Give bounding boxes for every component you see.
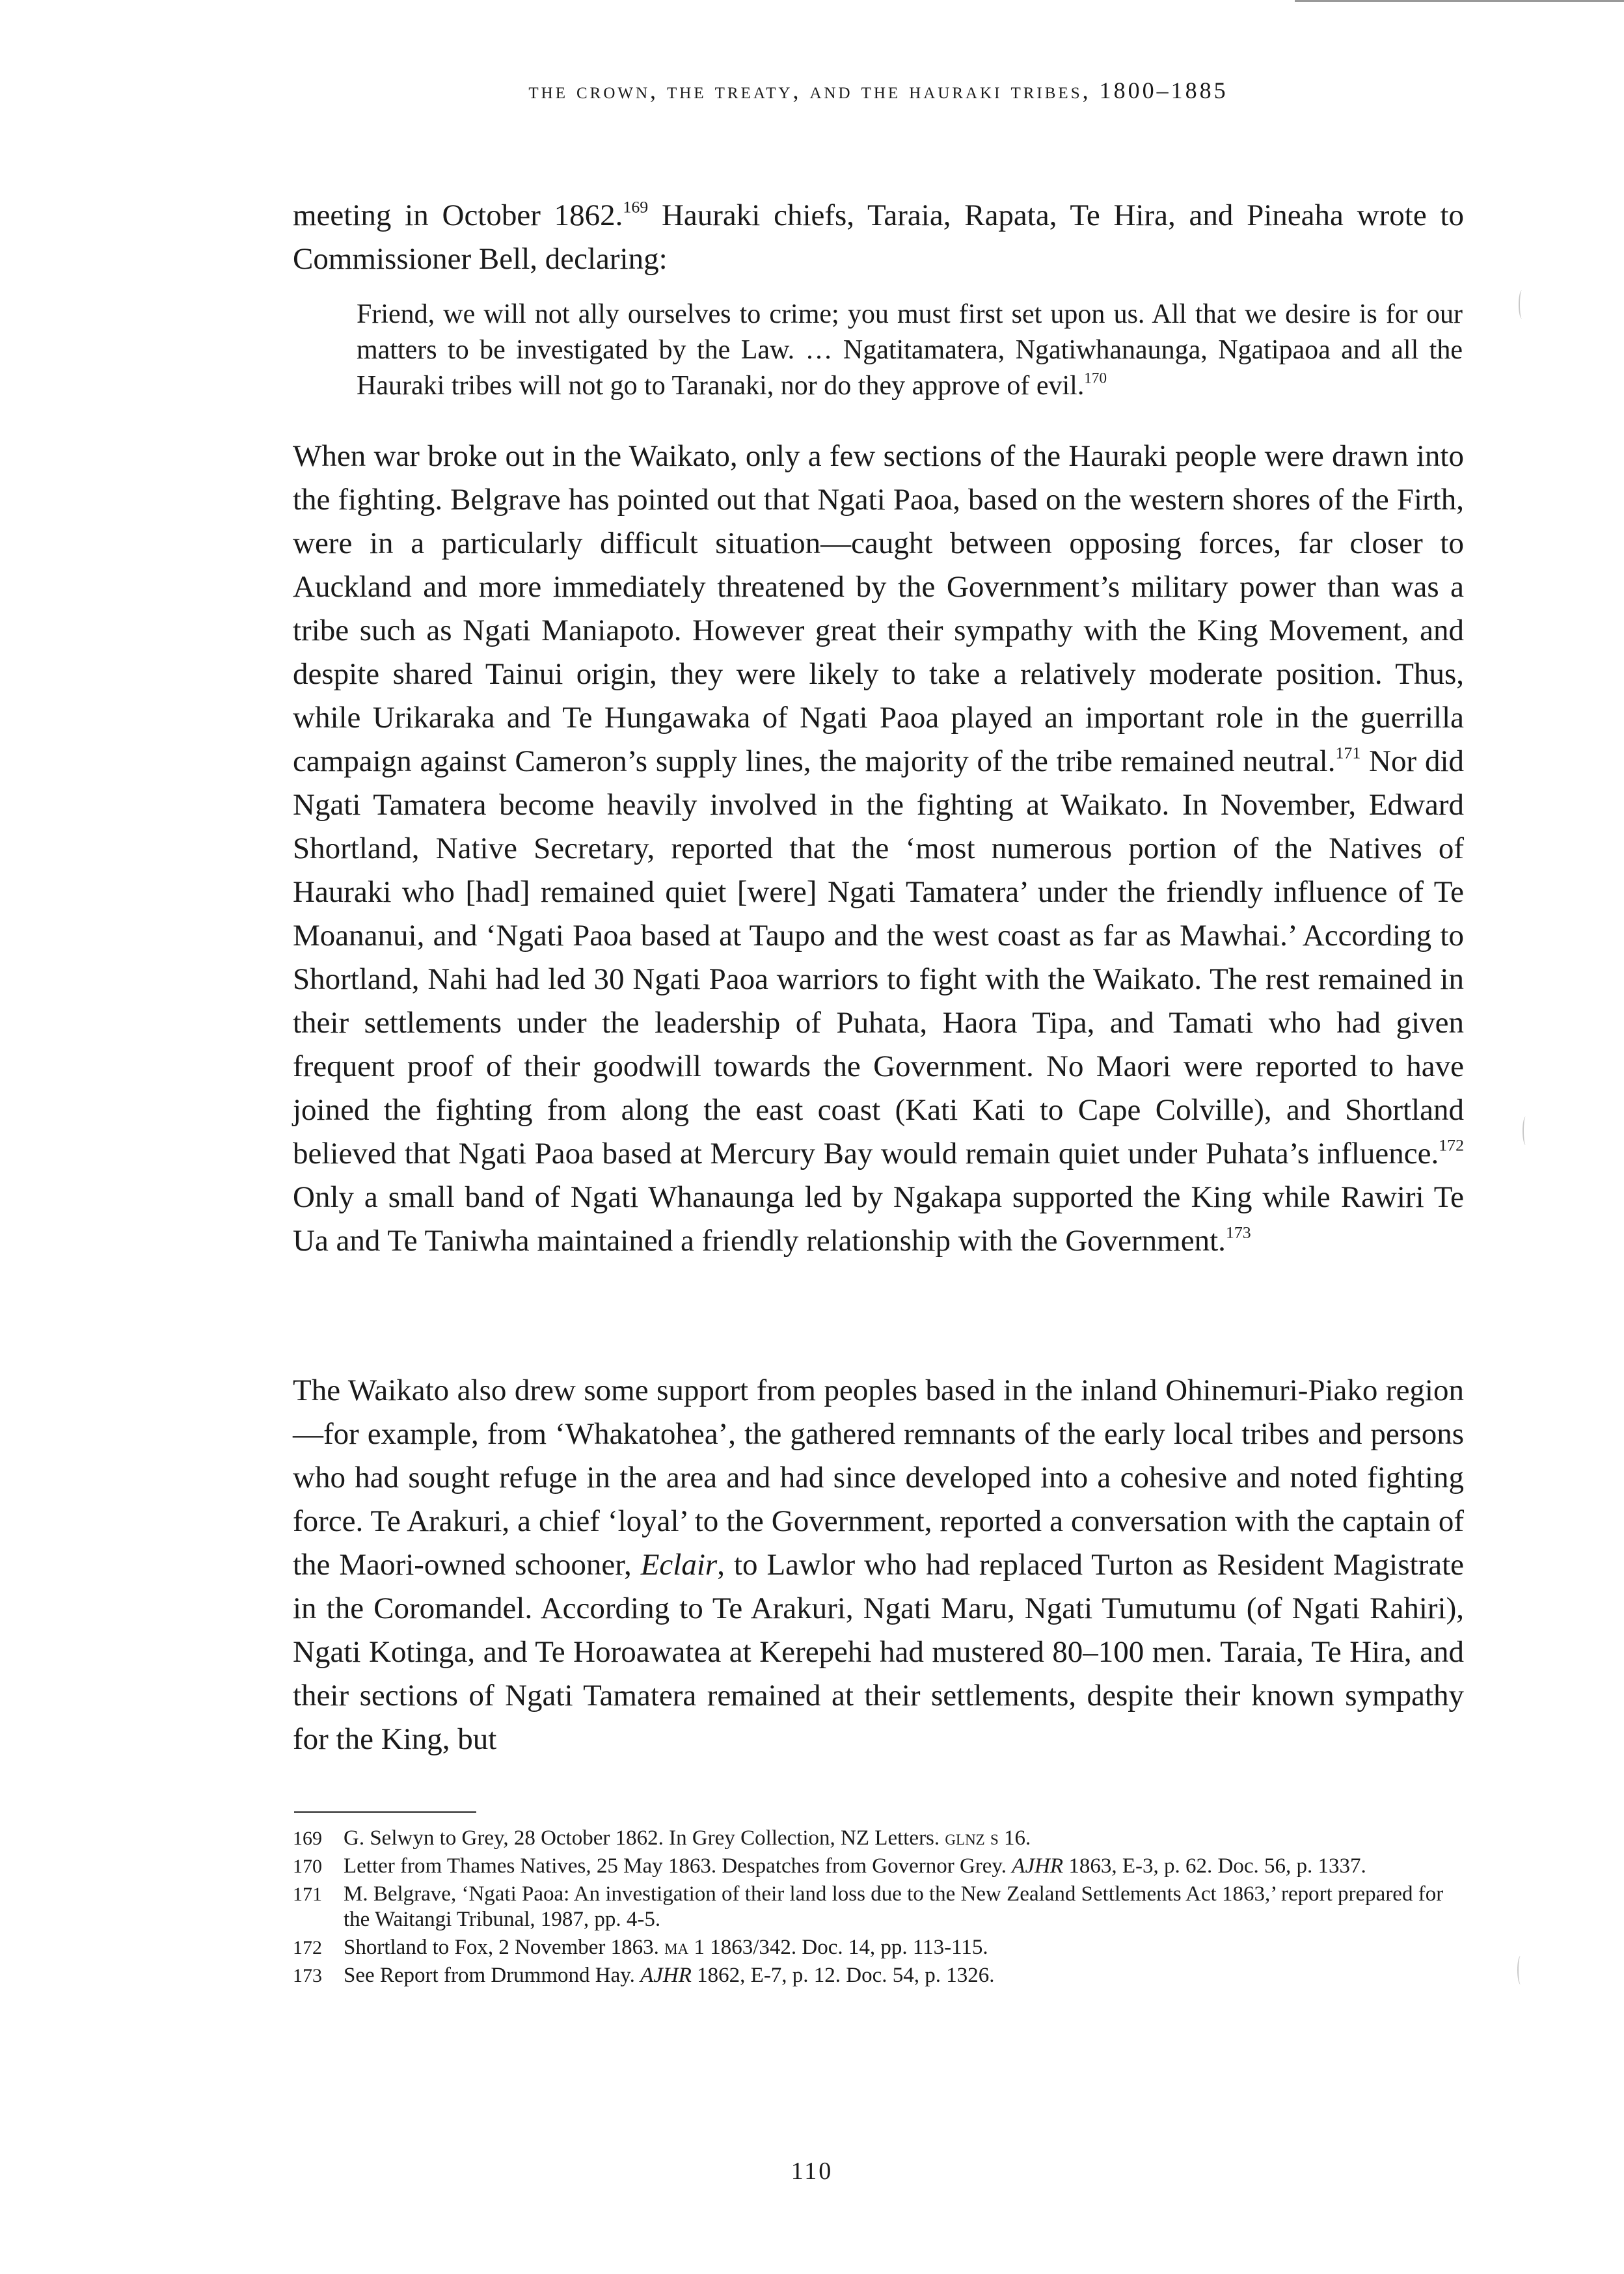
archive-reference: ma 1 xyxy=(664,1936,705,1959)
journal-title: AJHR xyxy=(640,1964,692,1987)
paragraph-support xyxy=(293,1369,1464,1761)
intro-text: meeting in October 1862. xyxy=(293,198,623,232)
paragraph-war xyxy=(293,435,1464,1263)
margin-mark xyxy=(1522,1117,1529,1145)
footnote-number: 172 xyxy=(293,1937,322,1958)
war-text-3: Only a small band of Ngati Whanaunga led by Ngakapa supported the King while Rawiri Te Ua and Te Taniwha maintained a friendly relationship with the Government. xyxy=(293,1180,1464,1258)
support-text-1: The Waikato also drew some support from peoples based in the inland Ohinemuri-Piako region—for example, from ‘Whakatohea’, the gathered remnants of the early local tribes and persons who had sought refuge in the area and had since developed into a cohesive and noted fighting force. Te Arakuri, a chief ‘loyal’ to the Government, reported a conversation with the captain of the Maori-owned schooner, xyxy=(293,1374,1464,1582)
footnote-number: 169 xyxy=(293,1828,322,1849)
footnote-text-end: 1862, E-7, p. 12. Doc. 54, p. 1326. xyxy=(691,1964,995,1987)
footnote-172 xyxy=(293,1935,1464,1960)
intro-text-cont: Hauraki chiefs, Taraia, Rapata, Te Hira, and Pineaha wrote to Commissioner Bell, declaring: xyxy=(293,198,1465,276)
footnote-ref-172[interactable]: 172 xyxy=(1439,1135,1464,1155)
footnote-text: G. Selwyn to Grey, 28 October 1862. In Grey Collection, NZ Letters. xyxy=(344,1826,945,1850)
archive-reference: glnz s 16 xyxy=(945,1826,1026,1850)
footnote-text: Letter from Thames Natives, 25 May 1863. Despatches from Governor Grey. xyxy=(344,1854,1012,1878)
footnote-text: See Report from Drummond Hay. xyxy=(344,1964,641,1987)
quote-text: Friend, we will not ally ourselves to crime; you must first set upon us. All that we desire is for our matters to be investigated by the Law. … Ngatitamatera, Ngatiwhanaunga, Ngatipaoa and all the Hauraki tribes will not go to Taranaki, nor do they approve of evil. xyxy=(357,299,1463,401)
ship-name: Eclair xyxy=(640,1548,718,1582)
footnotes xyxy=(293,1826,1464,1991)
footnote-text: M. Belgrave, ‘Ngati Paoa: An investigation of their land loss due to the New Zealand Settlements Act 1863,’ report prepared for the Waitangi Tribunal, 1987, pp. 4-5. xyxy=(344,1882,1444,1931)
footnote-number: 170 xyxy=(293,1856,322,1877)
footnote-number: 173 xyxy=(293,1965,322,1986)
scan-edge-line xyxy=(1295,0,1624,2)
footnote-ref-170[interactable]: 170 xyxy=(1084,369,1107,386)
margin-mark xyxy=(1519,290,1525,319)
footnote-number: 171 xyxy=(293,1884,322,1905)
footnote-divider xyxy=(294,1811,476,1813)
footnote-text: Shortland to Fox, 2 November 1863. xyxy=(344,1936,665,1959)
footnote-text-end: 1863/342. Doc. 14, pp. 113-115. xyxy=(704,1936,988,1959)
footnote-173 xyxy=(293,1963,1464,1988)
support-text-2: , to Lawlor who had replaced Turton as Resident Magistrate in the Coromandel. According to Te Arakuri, Ngati Maru, Ngati Tumutumu (of Ngati Rahiri), Ngati Kotinga, and Te Horoawatea at Kerepehi had mustered 80–100 men. Taraia, Te Hira, and their sections of Ngati Tamatera remained at their settlements, despite their known sympathy for the King, but xyxy=(293,1548,1464,1756)
footnote-ref-169[interactable]: 169 xyxy=(623,197,649,217)
running-head: the crown, the treaty, and the hauraki tribes, 1800–1885 xyxy=(528,77,1228,103)
footnote-text-end: 1863, E-3, p. 62. Doc. 56, p. 1337. xyxy=(1063,1854,1366,1878)
block-quote xyxy=(357,297,1463,404)
footnote-text-end: . xyxy=(1025,1826,1031,1850)
paragraph-intro xyxy=(293,194,1464,281)
footnote-170 xyxy=(293,1854,1464,1879)
war-text-1: When war broke out in the Waikato, only a few sections of the Hauraki people were drawn into the fighting. Belgrave has pointed out that Ngati Paoa, based on the western shores of the Firth, were in a particularly difficult situation—caught between opposing forces, far closer to Auckland and more immediately threatened by the Government’s military power than was a tribe such as Ngati Maniapoto. However great their sympathy with the King Movement, and despite shared Tainui origin, they were likely to take a relatively moderate position. Thus, while Urikaraka and Te Hungawaka of Ngati Paoa played an important role in the guerrilla campaign against Cameron’s supply lines, the majority of the tribe remained neutral. xyxy=(293,439,1464,778)
margin-mark xyxy=(1517,1956,1524,1984)
page-number: 110 xyxy=(791,2158,833,2185)
footnote-ref-173[interactable]: 173 xyxy=(1225,1223,1251,1242)
footnote-171 xyxy=(293,1882,1464,1932)
war-text-2: Nor did Ngati Tamatera become heavily involved in the fighting at Waikato. In November, Edward Shortland, Native Secretary, reported that the ‘most numerous portion of the Natives of Hauraki who [had] remained quiet [were] Ngati Tamatera’ under the friendly influence of Te Moananui, and ‘Ngati Paoa based at Taupo and the west coast as far as Mawhai.’ According to Shortland, Nahi had led 30 Ngati Paoa warriors to fight with the Waikato. The rest remained in their settlements under the leadership of Puhata, Haora Tipa, and Tamati who had given frequent proof of their goodwill towards the Government. No Maori were reported to have joined the fighting from along the east coast (Kati Kati to Cape Colville), and Shortland believed that Ngati Paoa based at Mercury Bay would remain quiet under Puhata’s influence. xyxy=(293,744,1465,1171)
journal-title: AJHR xyxy=(1012,1854,1064,1878)
footnote-169 xyxy=(293,1826,1464,1851)
footnote-ref-171[interactable]: 171 xyxy=(1335,743,1361,763)
